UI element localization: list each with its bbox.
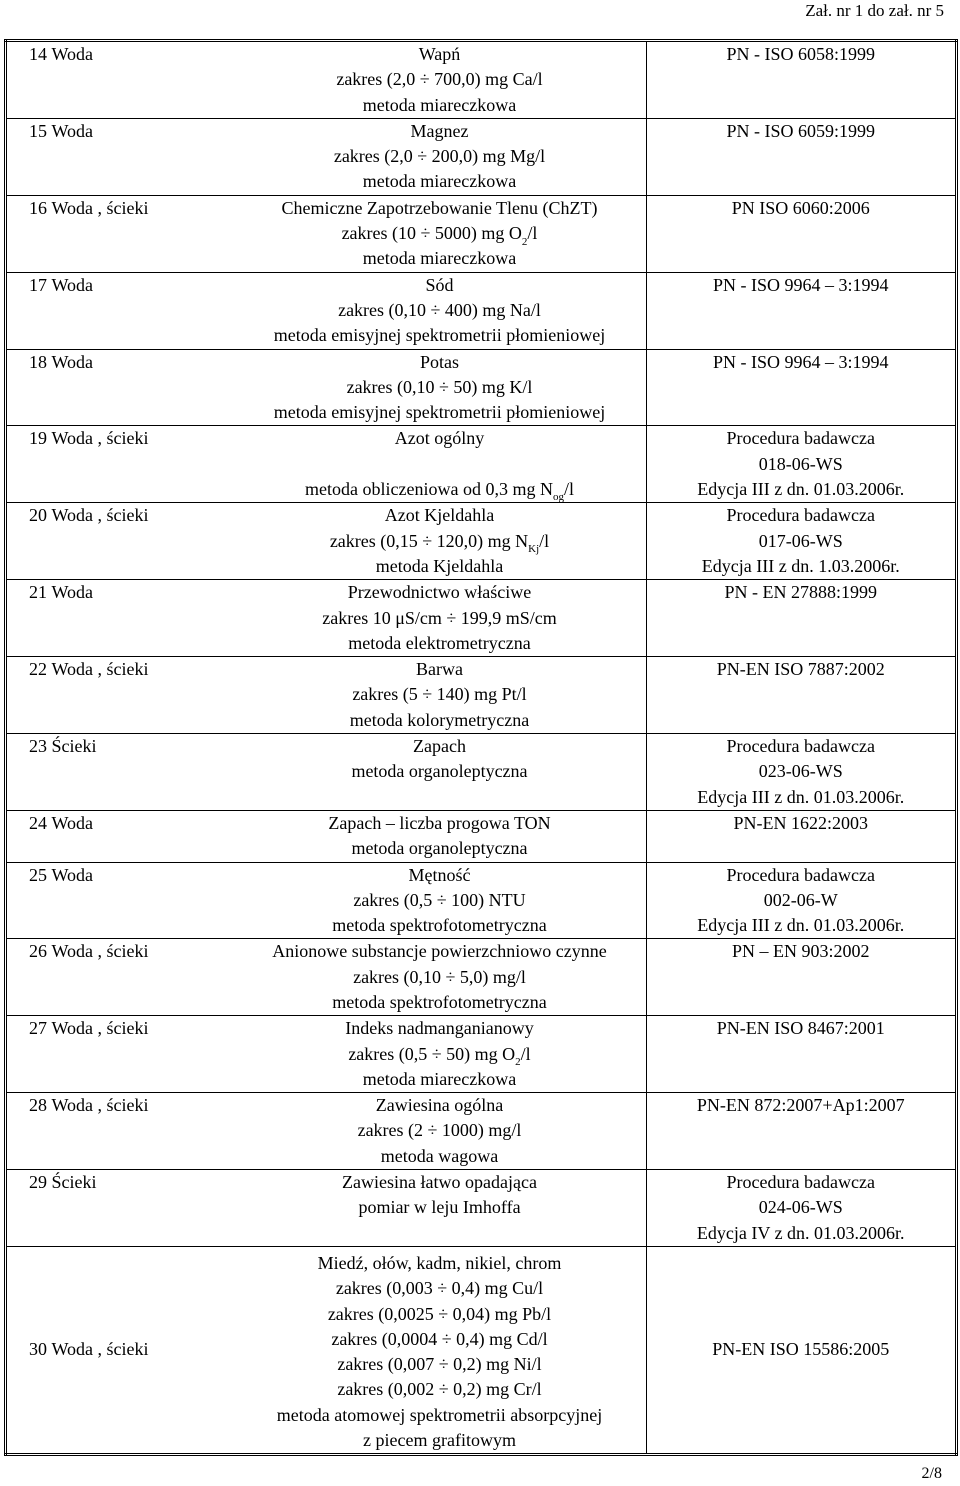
table-row bbox=[6, 503, 957, 580]
standard-line: Procedura badawcza bbox=[726, 736, 875, 757]
method-description bbox=[234, 426, 647, 503]
sample-type: Woda bbox=[51, 44, 94, 64]
parameter-name: Zapach – liczba progowa TON bbox=[328, 812, 551, 833]
sample-type: Woda , ścieki bbox=[52, 195, 234, 272]
range: zakres (0,10 ÷ 400) mg Na/l bbox=[338, 299, 541, 320]
method: metoda atomowej spektrometrii absorpcyjnej bbox=[276, 1404, 603, 1425]
row-number: 21 bbox=[6, 580, 52, 657]
row-number: 22 bbox=[6, 657, 52, 734]
row-number: 30 bbox=[6, 1246, 52, 1454]
sample-type: Woda bbox=[52, 810, 234, 862]
standard-line: PN - ISO 9964 – 3:1994 bbox=[712, 351, 889, 372]
standard-reference bbox=[646, 41, 957, 119]
row-number: 20 bbox=[6, 503, 52, 580]
page-number: 2/8 bbox=[921, 1465, 942, 1482]
table-row bbox=[6, 41, 957, 119]
row-number: 26 bbox=[6, 939, 52, 1016]
table-row bbox=[6, 1170, 957, 1247]
parameter-name: Chemiczne Zapotrzebowanie Tlenu (ChZT) bbox=[281, 197, 598, 218]
subscript: 2 bbox=[521, 235, 528, 248]
standard-reference bbox=[646, 580, 957, 657]
standard-line: PN – EN 903:2002 bbox=[731, 941, 870, 962]
table-row bbox=[6, 810, 957, 862]
table-row bbox=[6, 1093, 957, 1170]
method: metoda wagowa bbox=[380, 1145, 499, 1166]
range: zakres (0,10 ÷ 50) mg K/l bbox=[346, 376, 533, 397]
standard-reference bbox=[646, 118, 957, 195]
parameter-name: Indeks nadmanganianowy bbox=[345, 1018, 534, 1039]
standard-line: Edycja III z dn. 01.03.2006r. bbox=[697, 915, 905, 936]
standard-reference bbox=[646, 810, 957, 862]
table-row bbox=[6, 195, 957, 272]
table-row bbox=[6, 580, 957, 657]
parameter-name: Zawiesina ogólna bbox=[375, 1095, 504, 1116]
range: zakres (10 ÷ 5000) mg $O_2/l$ bbox=[341, 223, 538, 248]
method-description bbox=[234, 734, 647, 811]
sample-type: Woda , ścieki bbox=[52, 1093, 234, 1170]
method-description bbox=[234, 939, 647, 1016]
range: zakres (0,5 ÷ 100) NTU bbox=[353, 889, 526, 910]
row-number: 27 bbox=[6, 1016, 52, 1093]
sample-type: Woda bbox=[52, 118, 234, 195]
parameter-name: Wapń bbox=[418, 44, 461, 64]
method: metoda miareczkowa bbox=[362, 94, 517, 115]
table-row bbox=[6, 734, 957, 811]
method-description bbox=[234, 810, 647, 862]
standard-line: 002-06-W bbox=[763, 889, 838, 910]
range: zakres (0,002 ÷ 0,2) mg Cr/l bbox=[337, 1379, 542, 1400]
method: metoda kolorymetryczna bbox=[349, 709, 530, 730]
parameter-name: Zawiesina łatwo opadająca bbox=[342, 1172, 537, 1193]
row-number: 14 bbox=[29, 44, 47, 64]
method: metoda emisyjnej spektrometrii płomieniowej bbox=[273, 402, 606, 423]
method-description bbox=[234, 580, 647, 657]
sample-type: Woda , ścieki bbox=[52, 503, 234, 580]
row-number: 18 bbox=[6, 349, 52, 426]
row-number: 24 bbox=[6, 810, 52, 862]
table-row bbox=[6, 118, 957, 195]
method-description bbox=[234, 503, 647, 580]
table-row bbox=[6, 426, 957, 503]
method-description bbox=[234, 657, 647, 734]
standard-line: Procedura badawcza bbox=[726, 1172, 875, 1193]
standard-reference bbox=[646, 195, 957, 272]
parameter-name: Sód bbox=[425, 274, 454, 295]
range: zakres (2,0 ÷ 200,0) mg Mg/l bbox=[333, 146, 546, 167]
standard-reference bbox=[646, 1170, 957, 1247]
table-row bbox=[6, 1246, 957, 1454]
subscript: Kj bbox=[528, 543, 540, 556]
standard-reference bbox=[646, 1246, 957, 1454]
sample-type: Woda bbox=[52, 272, 234, 349]
row-number: 15 bbox=[6, 118, 52, 195]
standard-line: Procedura badawcza bbox=[726, 864, 875, 885]
standard-line: PN - EN 27888:1999 bbox=[724, 582, 877, 603]
standard-line: Edycja III z dn. 01.03.2006r. bbox=[697, 479, 905, 500]
range: zakres (0,10 ÷ 5,0) mg/l bbox=[353, 966, 526, 987]
range: zakres (0,0004 ÷ 0,4) mg Cd/l bbox=[331, 1328, 548, 1349]
method-description bbox=[234, 41, 647, 119]
method-description bbox=[234, 349, 647, 426]
standard-reference bbox=[646, 503, 957, 580]
range: zakres (0,5 ÷ 50) mg $O_2/l$ bbox=[348, 1043, 531, 1069]
row-number: 25 bbox=[6, 862, 52, 939]
range: zakres (0,15 ÷ 120,0) mg $N_{Kj}/l$ bbox=[329, 530, 550, 556]
standard-line: Procedura badawcza bbox=[726, 505, 875, 526]
standard-reference bbox=[646, 1093, 957, 1170]
standard-line: PN - ISO 6058:1999 bbox=[726, 44, 875, 64]
method: metoda organoleptyczna bbox=[351, 838, 528, 859]
parameter-name: Magnez bbox=[410, 120, 469, 141]
spacer bbox=[234, 452, 646, 477]
standard-line: Edycja III z dn. 01.03.2006r. bbox=[697, 786, 905, 807]
subscript: og bbox=[552, 491, 564, 504]
sample-type: Woda , ścieki bbox=[52, 657, 234, 734]
range: zakres (0,0025 ÷ 0,04) mg Pb/l bbox=[327, 1303, 552, 1324]
standard-line: PN - ISO 6059:1999 bbox=[726, 120, 875, 141]
standard-line: PN-EN 1622:2003 bbox=[733, 812, 868, 833]
method-description bbox=[234, 1093, 647, 1170]
method: metoda miareczkowa bbox=[362, 248, 517, 269]
subscript: 2 bbox=[515, 1056, 521, 1069]
spacer bbox=[234, 1221, 646, 1246]
method-description bbox=[234, 1170, 647, 1247]
method: metoda miareczkowa bbox=[362, 1068, 517, 1089]
standard-line: PN-EN ISO 7887:2002 bbox=[716, 659, 885, 680]
range: zakres 10 μS/cm ÷ 199,9 mS/cm bbox=[322, 607, 557, 628]
range: zakres (2 ÷ 1000) mg/l bbox=[357, 1120, 522, 1141]
methods-table bbox=[4, 39, 958, 1456]
row-number: 19 bbox=[6, 426, 52, 503]
row-number: 17 bbox=[6, 272, 52, 349]
sample-type: Woda , ścieki bbox=[52, 1016, 234, 1093]
sample-type: Woda bbox=[52, 580, 234, 657]
parameter-name: Przewodnictwo właściwe bbox=[347, 582, 532, 603]
sample-type: Woda , ścieki bbox=[52, 939, 234, 1016]
standard-line: PN-EN 872:2007+Ap1:2007 bbox=[696, 1095, 905, 1116]
table-row bbox=[6, 657, 957, 734]
row-number: 28 bbox=[6, 1093, 52, 1170]
parameter-name: Miedź, ołów, kadm, nikiel, chrom bbox=[317, 1252, 562, 1273]
method-description bbox=[234, 1246, 647, 1454]
parameter-name: Barwa bbox=[416, 659, 463, 680]
range: zakres (0,007 ÷ 0,2) mg Ni/l bbox=[337, 1354, 542, 1375]
standard-reference bbox=[646, 1016, 957, 1093]
sample-type: Woda bbox=[52, 862, 234, 939]
method-description bbox=[234, 195, 647, 272]
method: z piecem grafitowym bbox=[363, 1430, 516, 1451]
method: pomiar w leju Imhoffa bbox=[358, 1197, 521, 1218]
standard-line: 023-06-WS bbox=[758, 761, 843, 782]
sample-type: Woda , ścieki bbox=[52, 426, 234, 503]
method: metoda miareczkowa bbox=[362, 171, 517, 192]
table-row bbox=[6, 349, 957, 426]
range: zakres (0,003 ÷ 0,4) mg Cu/l bbox=[335, 1278, 544, 1299]
row-number: 29 bbox=[6, 1170, 52, 1247]
parameter-name: Zapach bbox=[413, 736, 466, 757]
sample-type: Woda bbox=[52, 349, 234, 426]
range: zakres (5 ÷ 140) mg Pt/l bbox=[352, 684, 527, 705]
standard-reference bbox=[646, 734, 957, 811]
standard-line: PN-EN ISO 15586:2005 bbox=[712, 1339, 890, 1360]
table-row bbox=[6, 939, 957, 1016]
method: metoda Kjeldahla bbox=[375, 555, 504, 576]
row-number: 16 bbox=[6, 195, 52, 272]
document-reference: Zał. nr 1 do zał. nr 5 bbox=[805, 1, 944, 20]
method: metoda spektrofotometryczna bbox=[332, 915, 547, 936]
standard-reference bbox=[646, 657, 957, 734]
range: zakres (2,0 ÷ 700,0) mg Ca/l bbox=[336, 69, 543, 90]
sample-type: Ścieki bbox=[52, 1170, 234, 1247]
method: metoda emisyjnej spektrometrii płomieniowej bbox=[273, 325, 606, 346]
standard-reference bbox=[646, 349, 957, 426]
standard-line: PN ISO 6060:2006 bbox=[731, 197, 870, 218]
parameter-name: Azot ogólny bbox=[394, 428, 485, 449]
standard-reference bbox=[646, 272, 957, 349]
parameter-name: Anionowe substancje powierzchniowo czynne bbox=[272, 941, 607, 962]
parameter-name: Azot Kjeldahla bbox=[384, 505, 495, 526]
method: metoda organoleptyczna bbox=[351, 761, 528, 782]
standard-reference bbox=[646, 862, 957, 939]
standard-line: Edycja IV z dn. 01.03.2006r. bbox=[696, 1222, 905, 1243]
sample-type: Ścieki bbox=[52, 734, 234, 811]
table-row bbox=[6, 272, 957, 349]
standard-line: 018-06-WS bbox=[758, 453, 843, 474]
parameter-name: Potas bbox=[419, 351, 459, 372]
method: metoda elektrometryczna bbox=[348, 632, 531, 653]
row-number: 23 bbox=[6, 734, 52, 811]
parameter-name: Mętność bbox=[408, 864, 471, 885]
table-row bbox=[6, 1016, 957, 1093]
standard-line: 017-06-WS bbox=[758, 530, 843, 551]
standard-line: PN - ISO 9964 – 3:1994 bbox=[712, 274, 889, 295]
method-description bbox=[234, 1016, 647, 1093]
method-description bbox=[234, 118, 647, 195]
method-description bbox=[234, 272, 647, 349]
sample-type: Woda , ścieki bbox=[52, 1246, 234, 1454]
standard-line: Edycja III z dn. 1.03.2006r. bbox=[701, 555, 900, 576]
method: metoda obliczeniowa od 0,3 mg $N_{og}/l$ bbox=[305, 478, 574, 504]
table-row bbox=[6, 862, 957, 939]
standard-reference bbox=[646, 426, 957, 503]
standard-line: Procedura badawcza bbox=[726, 428, 875, 449]
method-description bbox=[234, 862, 647, 939]
standard-reference bbox=[646, 939, 957, 1016]
method: metoda spektrofotometryczna bbox=[332, 991, 547, 1012]
standard-line: 024-06-WS bbox=[758, 1197, 843, 1218]
standard-line: PN-EN ISO 8467:2001 bbox=[716, 1018, 885, 1039]
